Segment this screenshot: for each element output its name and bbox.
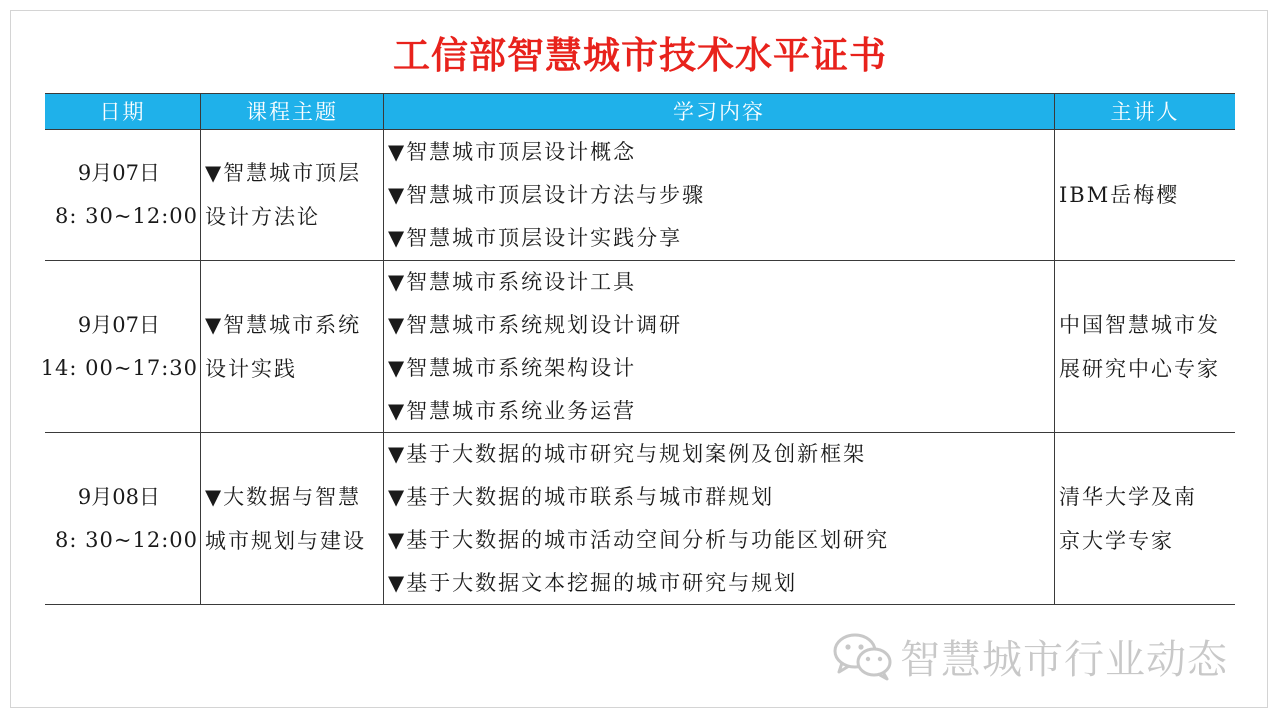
topic-line: 设计方法论 bbox=[205, 205, 320, 229]
topic-line: ▼大数据与智慧 bbox=[205, 484, 362, 509]
wechat-icon bbox=[830, 630, 894, 682]
speaker-cell bbox=[1055, 261, 1235, 432]
date-time: 8: 30~12:00 bbox=[55, 527, 198, 552]
content-cell bbox=[384, 261, 1055, 432]
speaker-line: 展研究中心专家 bbox=[1059, 356, 1220, 381]
content-item: ▼智慧城市系统架构设计 bbox=[388, 355, 637, 380]
content-item: ▼基于大数据的城市联系与城市群规划 bbox=[388, 484, 775, 509]
table-row bbox=[40, 261, 1235, 433]
content-item: ▼基于大数据的城市研究与规划案例及创新框架 bbox=[388, 441, 867, 466]
topic-cell bbox=[201, 433, 384, 604]
table-header-row bbox=[45, 93, 1235, 130]
speaker-line: IBM岳梅樱 bbox=[1059, 183, 1180, 207]
date-time: 14: 00~17:30 bbox=[40, 355, 198, 380]
content-cell bbox=[384, 130, 1055, 260]
content-cell bbox=[384, 433, 1055, 604]
speaker-line: 京大学专家 bbox=[1059, 528, 1174, 553]
content-item: ▼智慧城市系统业务运营 bbox=[388, 398, 637, 423]
topic-cell bbox=[201, 261, 384, 432]
speaker-cell bbox=[1055, 433, 1235, 604]
date-day: 9月07日 bbox=[77, 161, 160, 185]
date-time: 8: 30~12:00 bbox=[55, 204, 198, 228]
date-cell bbox=[45, 130, 201, 260]
header-date: 日期 bbox=[45, 94, 201, 129]
header-topic: 课程主题 bbox=[201, 94, 384, 129]
date-cell bbox=[45, 433, 201, 604]
content-item: ▼基于大数据的城市活动空间分析与功能区划研究 bbox=[388, 527, 890, 552]
header-speaker: 主讲人 bbox=[1110, 100, 1180, 124]
content-item: ▼智慧城市顶层设计方法与步骤 bbox=[388, 182, 706, 207]
date-cell bbox=[40, 261, 201, 432]
topic-line: 城市规划与建设 bbox=[205, 528, 366, 553]
speaker-line: 清华大学及南 bbox=[1059, 484, 1197, 509]
header-content: 学习内容 bbox=[384, 94, 1055, 129]
date-day: 9月08日 bbox=[77, 484, 160, 509]
content-item: ▼智慧城市系统规划设计调研 bbox=[388, 312, 683, 337]
topic-line: ▼智慧城市系统 bbox=[205, 312, 362, 337]
topic-line: ▼智慧城市顶层 bbox=[205, 161, 362, 185]
topic-line: 设计实践 bbox=[205, 356, 297, 381]
content-item: ▼基于大数据文本挖掘的城市研究与规划 bbox=[388, 570, 798, 595]
speaker-line: 中国智慧城市发 bbox=[1059, 312, 1220, 337]
page-title: 工信部智慧城市技术水平证书 bbox=[393, 34, 887, 77]
watermark bbox=[830, 626, 1228, 686]
topic-cell bbox=[201, 130, 384, 260]
schedule-table bbox=[40, 93, 1235, 605]
speaker-cell bbox=[1055, 130, 1235, 260]
table-row bbox=[45, 433, 1235, 605]
table-row bbox=[45, 130, 1235, 261]
content-item: ▼智慧城市系统设计工具 bbox=[388, 269, 637, 294]
watermark-text: 智慧城市行业动态 bbox=[900, 636, 1228, 683]
content-item: ▼智慧城市顶层设计实践分享 bbox=[388, 225, 683, 250]
content-item: ▼智慧城市顶层设计概念 bbox=[388, 139, 637, 164]
date-day: 9月07日 bbox=[77, 312, 160, 337]
